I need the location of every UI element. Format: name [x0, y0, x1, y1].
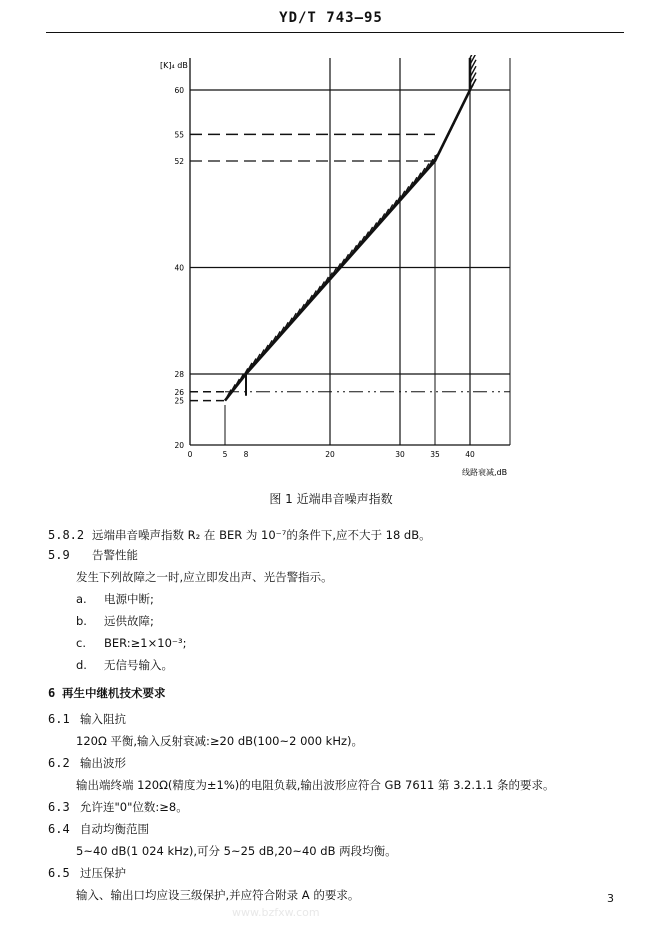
section-number: 6: [48, 686, 56, 700]
list-item: 电源中断;: [104, 592, 154, 606]
x-tick-label: 8: [243, 450, 249, 459]
list-marker: d.: [76, 658, 87, 672]
y-tick-label: 25: [174, 396, 184, 406]
x-tick-label: 20: [325, 450, 335, 459]
x-tick-label: 0: [187, 450, 193, 459]
section-heading: 再生中继机技术要求: [62, 686, 166, 700]
watermark: www.bzfxw.com: [232, 906, 320, 919]
y-tick-label: 60: [174, 86, 184, 95]
section-title: 过压保护: [80, 866, 126, 880]
limit-line: [225, 58, 470, 401]
section-number: 6.3: [48, 800, 70, 814]
section-title: 输入阻抗: [80, 712, 126, 726]
y-tick-label: 52: [174, 157, 184, 166]
x-axis-label: 线路衰减,dB: [462, 468, 508, 477]
y-tick-label: 20: [174, 441, 184, 450]
limit-curve: [225, 58, 470, 401]
section-text: 远端串音噪声指数 R₂ 在 BER 为 10⁻⁷的条件下,应不大于 18 dB。: [92, 528, 431, 542]
section-number: 5.9: [48, 548, 70, 562]
x-tick-label: 40: [465, 450, 475, 459]
x-tick-label: 30: [395, 450, 405, 459]
chart-tick-labels: [174, 86, 475, 459]
section-number: 6.1: [48, 712, 70, 726]
paragraph: 120Ω 平衡,输入反射衰减:≥20 dB(100~2 000 kHz)。: [76, 734, 364, 748]
list-item: 无信号输入。: [104, 658, 173, 672]
paragraph: 5~40 dB(1 024 kHz),可分 5~25 dB,20~40 dB 两段均衡。: [76, 844, 397, 858]
section-number: 6.2: [48, 756, 70, 770]
section-number: 6.5: [48, 866, 70, 880]
list-marker: c.: [76, 636, 86, 650]
section-number: 6.4: [48, 822, 70, 836]
paragraph: 发生下列故障之一时,应立即发出声、光告警指示。: [76, 570, 333, 584]
y-tick-label: 40: [174, 263, 184, 273]
section-title: 允许连"0"位数:≥8。: [80, 800, 188, 814]
list-item: 远供故障;: [104, 614, 154, 628]
y-axis-label: [K]₄ dB: [160, 61, 188, 70]
paragraph: 输入、输出口均应设三级保护,并应符合附录 A 的要求。: [76, 888, 360, 902]
figure-caption: 图 1 近端串音噪声指数: [269, 492, 393, 506]
list-marker: b.: [76, 614, 87, 628]
y-tick-label: 55: [174, 130, 184, 140]
list-marker: a.: [76, 592, 87, 606]
x-tick-label: 35: [430, 450, 440, 459]
list-item: BER:≥1×10⁻³;: [104, 636, 187, 650]
x-tick-label: 5: [222, 450, 228, 459]
page-number: 3: [607, 892, 614, 905]
y-tick-label: 26: [174, 387, 184, 397]
paragraph: 输出端终端 120Ω(精度为±1%)的电阻负载,输出波形应符合 GB 7611 第 3.2.1.1 条的要求。: [76, 778, 555, 792]
chart-grid: [190, 58, 510, 445]
document-header: YD/T 743—95: [279, 10, 383, 26]
section-number: 5.8.2: [48, 528, 85, 542]
y-tick-label: 28: [174, 370, 184, 379]
section-title: 自动均衡范围: [80, 822, 149, 836]
section-title: 输出波形: [80, 756, 126, 770]
limit-hatching: [225, 47, 476, 401]
section-title: 告警性能: [92, 548, 138, 562]
